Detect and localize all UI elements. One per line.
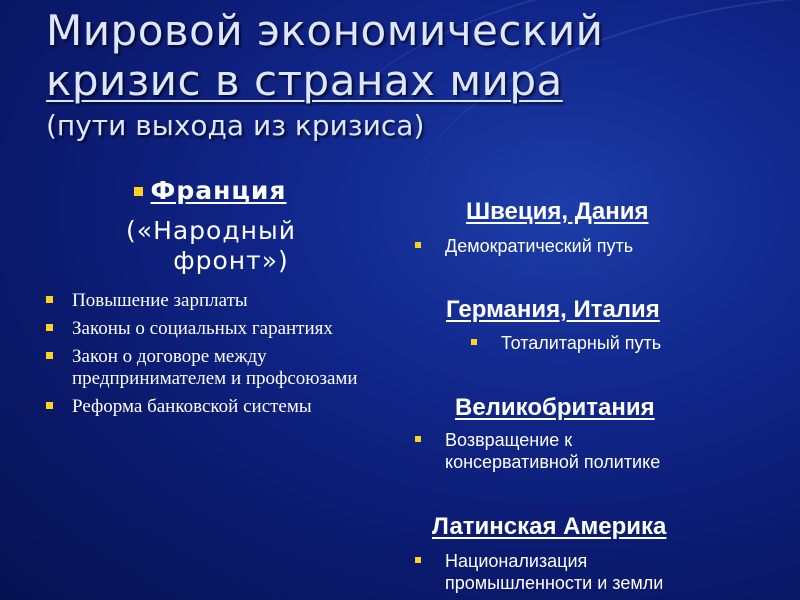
square-bullet-icon [46,402,53,409]
left-column [40,176,380,424]
section-item [501,332,661,354]
france-measures-list [40,290,380,418]
section-heading: Латинская Америка [432,513,667,540]
section-item-text-line-1: Национализация [445,551,588,571]
section-item [445,550,663,594]
list-item-text: Закон о договоре между предпринимателем и профсоюзами [72,346,358,389]
section-heading: Великобритания [455,394,655,421]
square-bullet-icon [46,296,53,303]
section-item-text-line-1: Возвращение к [445,430,573,450]
section-heading: Швеция, Дания [466,198,649,225]
square-bullet-icon [471,339,477,345]
square-bullet-icon [46,352,53,359]
list-item [40,290,380,312]
subtitle-line-2: фронт») [173,246,289,275]
list-item-text: Реформа банковской системы [72,396,312,417]
section-item [445,429,660,473]
list-item [40,396,380,418]
section-item [445,235,633,257]
section-heading: Германия, Италия [446,296,660,323]
section-item-text-line-2: промышленности и земли [445,573,664,593]
section-item-text: Тоталитарный путь [501,333,662,353]
slide-title [46,6,766,144]
section-item-text-line-2: консервативной политике [445,452,661,472]
list-item [40,346,380,390]
popular-front-subtitle [40,216,380,276]
section-item-text: Демократический путь [445,236,634,256]
title-subtitle: (пути выхода из кризиса) [46,109,425,142]
list-item-text: Законы о социальных гарантиях [72,318,333,339]
title-line-2: кризис в странах мира [46,56,563,105]
title-line-1: Мировой экономический [46,6,604,55]
list-item-text: Повышение зарплаты [72,290,248,311]
france-label: Франция [150,176,287,205]
square-bullet-icon [415,557,421,563]
square-bullet-icon [134,187,143,196]
subtitle-line-1: («Народный [126,216,296,245]
square-bullet-icon [415,242,421,248]
square-bullet-icon [415,436,421,442]
list-item [40,318,380,340]
square-bullet-icon [46,324,53,331]
france-heading [40,176,380,206]
